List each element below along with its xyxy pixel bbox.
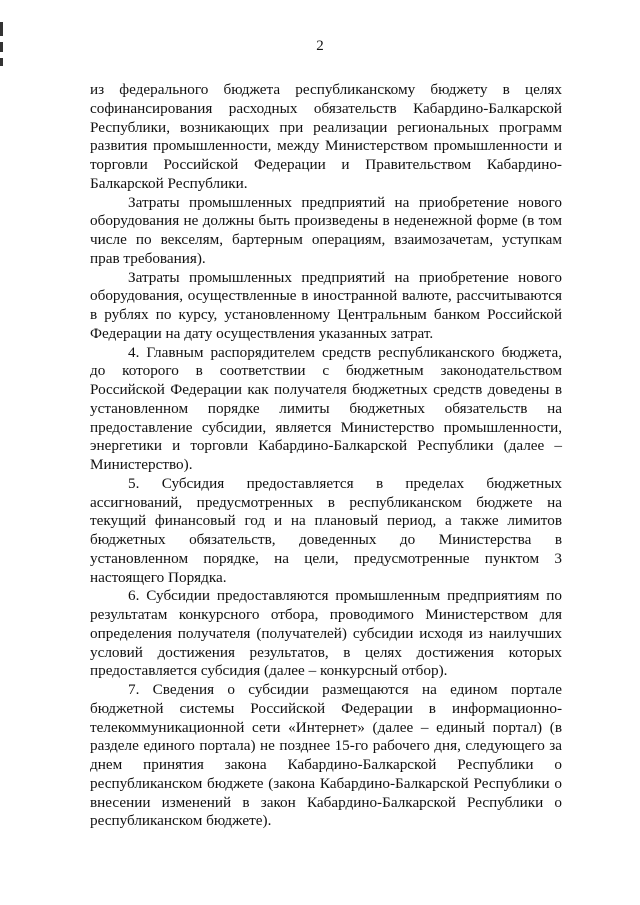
paragraph-continuation: из федерального бюджета республиканскому бюджету в целях софинансирования расходных обязательств Кабардино-Балкарской Республики, возникающих при реализации региональных программ развития промышленности, между Министерством промышленности и торговли Российской Федерации и Правительством Кабардино-Балкарской Республики.	[90, 81, 562, 192]
document-body	[90, 81, 562, 831]
paragraph-item-6: 6. Субсидии предоставляются промышленным предприятиям по результатам конкурсного отбора, проводимого Министерством для определения получателя (получателей) субсидии исходя из наилучших условий достижения результатов, в целях достижения которых предоставляется субсидия (далее – конкурсный отбор).	[90, 587, 562, 680]
page-number: 2	[316, 38, 324, 54]
paragraph-item-7: 7. Сведения о субсидии размещаются на едином портале бюджетной системы Российской Федерации в информационно-телекоммуникационной сети «Интернет» (далее – единый портал) (в разделе единого портала) не позднее 15-го рабочего дня, следующего за днем принятия закона Кабардино-Балкарской Республики о республиканском бюджете (закона Кабардино-Балкарской Республики о внесении изменений в закон Кабардино-Балкарской Республики о республиканском бюджете).	[90, 681, 562, 830]
paragraph-equipment-costs-form: Затраты промышленных предприятий на приобретение нового оборудования не должны быть произведены в неденежной форме (в том числе по векселям, бартерным операциям, взаимозачетам, уступкам прав требования).	[90, 193, 562, 267]
paragraph-item-4: 4. Главным распорядителем средств республиканского бюджета, до которого в соответствии с бюджетным законодательством Российской Федерации как получателя бюджетных средств доведены в установленном порядке лимиты бюджетных обязательств на предоставление субсидии, является Министерство промышленности, энергетики и торговли Кабардино-Балкарской Республики (далее – Министерство).	[90, 343, 562, 473]
paragraph-equipment-costs-currency: Затраты промышленных предприятий на приобретение нового оборудования, осуществленные в иностранной валюте, рассчитываются в рублях по курсу, установленному Центральным банком Российской Федерации на дату осуществления указанных затрат.	[90, 268, 562, 342]
paragraph-item-5: 5. Субсидия предоставляется в пределах бюджетных ассигнований, предусмотренных в республиканском бюджете на текущий финансовый год и на плановый период, а также лимитов бюджетных обязательств, доведенных до Министерства в установленном порядке, на цели, предусмотренные пунктом 3 настоящего Порядка.	[90, 474, 562, 586]
